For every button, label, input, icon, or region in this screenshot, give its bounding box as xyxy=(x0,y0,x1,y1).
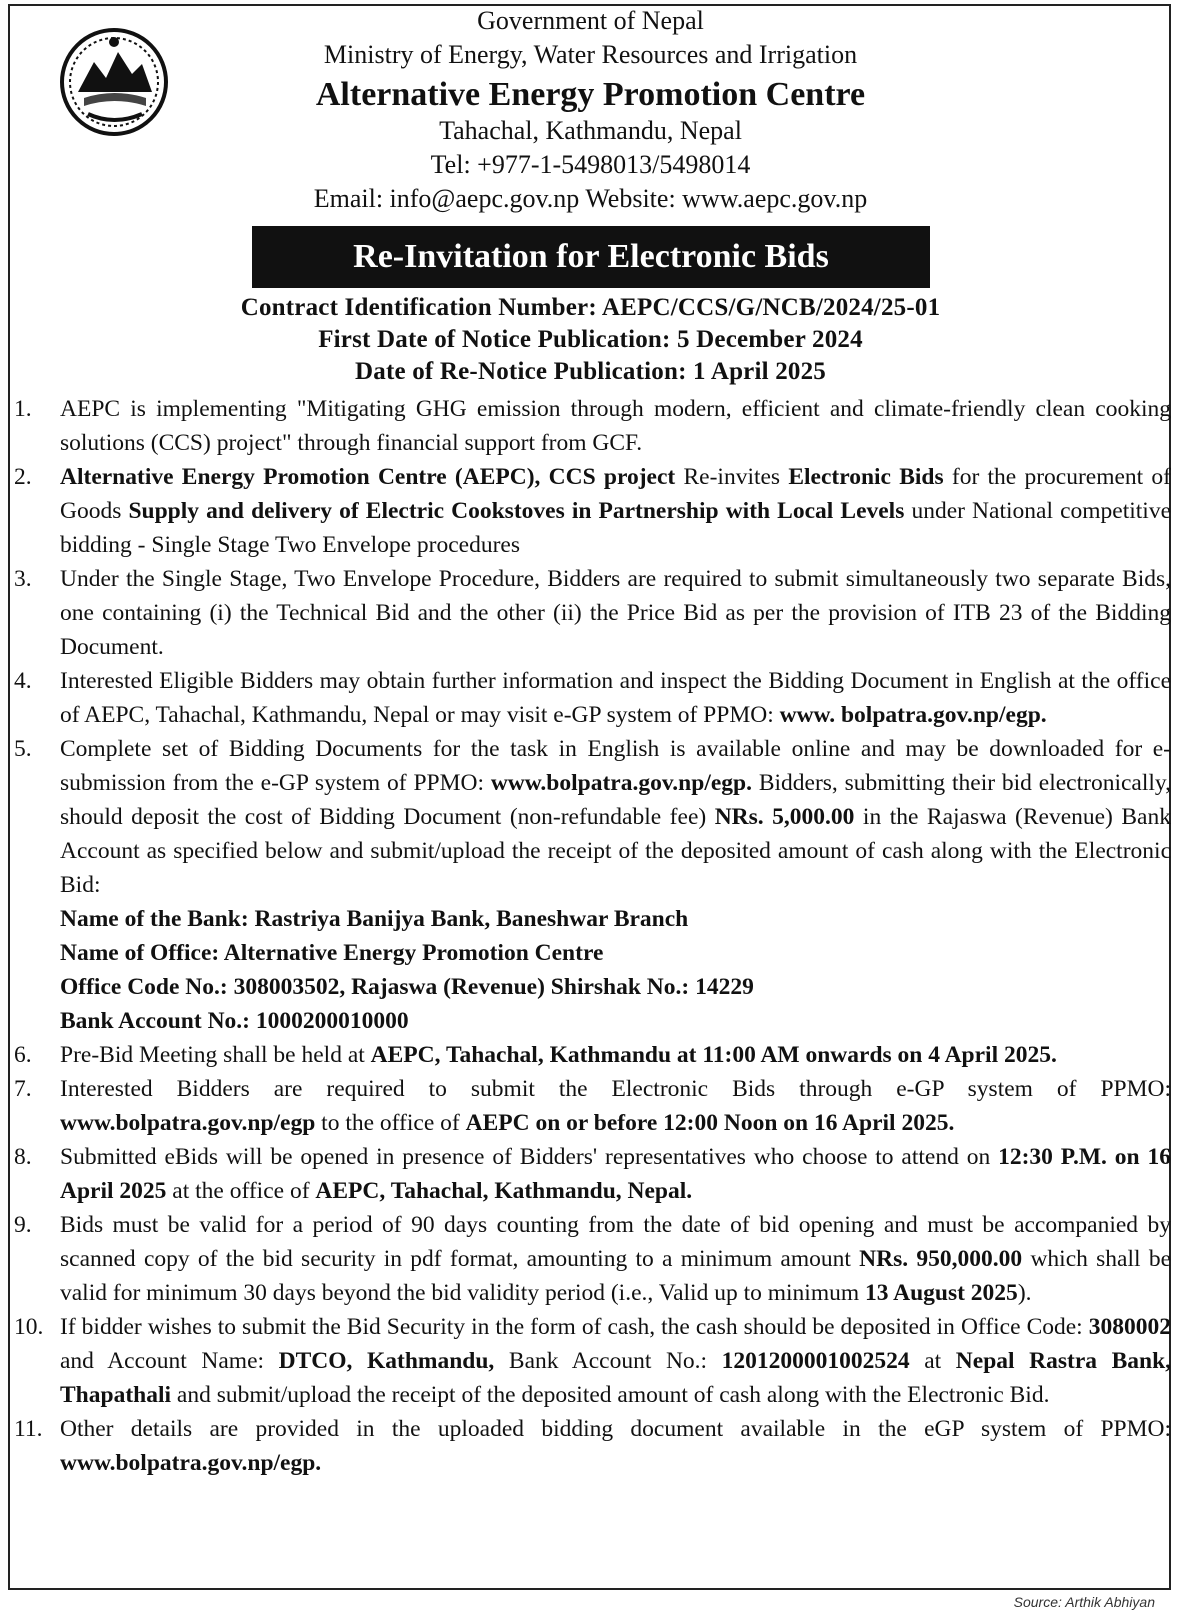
item-text: Bidders, submitting their bid electronically, should deposit the cost of Bidding Document (non-refundable fee) xyxy=(60,770,1171,830)
organization-name: Alternative Energy Promotion Centre xyxy=(315,76,866,113)
item-text-bold: 3080002 xyxy=(1088,1314,1171,1340)
item-text-bold: 1201200001002524 xyxy=(721,1348,910,1374)
notice-title: Re-Invitation for Electronic Bids xyxy=(252,226,930,288)
government-name: Government of Nepal xyxy=(477,6,704,35)
item-text-bold: Alternative Energy Promotion Centre (AEPC), CCS project xyxy=(60,464,676,490)
item-text-bold: AEPC, Tahachal, Kathmandu, Nepal. xyxy=(315,1178,693,1204)
item-text: Bids must be valid for a period of 90 days counting from the date of bid opening and must be accompanied by scanned copy of the bid security in pdf format, amounting to a minimum amount xyxy=(60,1212,1171,1272)
item-text-bold: AEPC, Tahachal, Kathmandu at 11:00 AM onwards on 4 April 2025. xyxy=(370,1042,1057,1068)
item-text: under National competitive bidding - Single Stage Two Envelope procedures xyxy=(60,498,1172,558)
item-text: in the Rajaswa (Revenue) Bank Account as specified below and submit/upload the receipt of the deposited amount of cash along with the Electronic Bid: xyxy=(60,804,1171,898)
item-link-text: www.bolpatra.gov.np/egp. xyxy=(490,770,752,796)
item-text: ). xyxy=(1017,1280,1032,1306)
item-text: Pre-Bid Meeting shall be held at xyxy=(60,1042,371,1068)
item-text: If bidder wishes to submit the Bid Security in the form of cash, the cash should be deposited in Office Code: xyxy=(60,1314,1089,1340)
ministry-name: Ministry of Energy, Water Resources and Irrigation xyxy=(323,40,858,69)
item-number: 9. xyxy=(14,1212,32,1238)
renotice-publication-date: Date of Re-Notice Publication: 1 April 2025 xyxy=(354,358,827,385)
item-number: 11. xyxy=(14,1416,43,1442)
item-text-bold: NRs. 5,000.00 xyxy=(714,804,855,830)
item-text: at xyxy=(909,1348,956,1374)
item-text: Complete set of Bidding Documents for the task in English is available online and may be downloaded for e-submission from the e-GP system of PPMO: xyxy=(60,736,1171,796)
item-number: 6. xyxy=(14,1042,32,1068)
item-number: 5. xyxy=(14,736,32,762)
item-number: 2. xyxy=(14,464,32,490)
item-text-bold: NRs. 950,000.00 xyxy=(859,1246,1023,1272)
notice-items xyxy=(0,392,1181,1480)
source-credit: Source: Arthik Abhiyan xyxy=(1013,1594,1155,1610)
item-text: Interested Eligible Bidders may obtain further information and inspect the Bidding Document in English at the office of AEPC, Tahachal, Kathmandu, Nepal or may visit e-GP system of PPMO: xyxy=(60,668,1171,728)
item-text: and Account Name: xyxy=(60,1348,279,1374)
item-text-bold: AEPC on or before 12:00 Noon on 16 April 2025. xyxy=(465,1110,955,1136)
list-item xyxy=(0,1412,1181,1480)
item-number: 7. xyxy=(14,1076,32,1102)
item-number: 10. xyxy=(14,1314,44,1340)
list-item xyxy=(0,1140,1181,1208)
list-item xyxy=(0,1038,1181,1072)
item-text: which shall be valid for minimum 30 days beyond the bid validity period (i.e., Valid up to minimum xyxy=(60,1246,1171,1306)
item-text: and submit/upload the receipt of the deposited amount of cash along with the Electronic Bid. xyxy=(171,1382,1050,1408)
item-number: 4. xyxy=(14,668,32,694)
item-text: Other details are provided in the uploaded bidding document available in the eGP system of PPMO: xyxy=(60,1416,1171,1442)
organization-address: Tahachal, Kathmandu, Nepal xyxy=(439,116,742,145)
item-text-bold: Supply and delivery of Electric Cookstoves in Partnership with Local Levels xyxy=(128,498,905,524)
list-item xyxy=(0,460,1181,562)
list-item xyxy=(0,1310,1181,1412)
item-link-text: www.bolpatra.gov.np/egp. xyxy=(60,1450,322,1476)
list-item xyxy=(0,732,1181,1038)
list-item xyxy=(0,1208,1181,1310)
organization-email-website: Email: info@aepc.gov.np Website: www.aepc.gov.np xyxy=(313,184,868,213)
first-publication-date: First Date of Notice Publication: 5 December 2024 xyxy=(318,326,863,353)
organization-phone: Tel: +977-1-5498013/5498014 xyxy=(430,150,751,179)
item-text: Submitted eBids will be opened in presence of Bidders' representatives who choose to attend on xyxy=(60,1144,999,1170)
list-item xyxy=(0,562,1181,664)
item-text-bold: Electronic Bids xyxy=(788,464,944,490)
item-text: to the office of xyxy=(315,1110,466,1136)
bank-name: Name of the Bank: Rastriya Banijya Bank, Baneshwar Branch xyxy=(60,906,689,932)
item-text-bold: DTCO, Kathmandu, xyxy=(278,1348,495,1374)
item-text: AEPC is implementing "Mitigating GHG emission through modern, efficient and climate-friendly clean cooking solutions (CCS) project" through financial support from GCF. xyxy=(60,396,1171,456)
list-item xyxy=(0,1072,1181,1140)
item-number: 3. xyxy=(14,566,32,592)
item-number: 8. xyxy=(14,1144,32,1170)
list-item xyxy=(0,664,1181,732)
item-text: for the procurement of Goods xyxy=(60,464,1172,524)
item-text: Interested Bidders are required to submit the Electronic Bids through e-GP system of PPMO: xyxy=(60,1076,1171,1102)
item-number: 1. xyxy=(14,396,32,422)
bank-account: Bank Account No.: 1000200010000 xyxy=(60,1008,409,1034)
item-text-bold: Nepal Rastra Bank, Thapathali xyxy=(60,1348,1172,1408)
item-link-text: www. bolpatra.gov.np/egp. xyxy=(779,702,1047,728)
item-text-bold: 12:30 P.M. on 16 April 2025 xyxy=(60,1144,1171,1204)
item-text-bold: 13 August 2025 xyxy=(865,1280,1018,1306)
list-item xyxy=(0,392,1181,460)
item-text: Bank Account No.: xyxy=(494,1348,722,1374)
contract-id: Contract Identification Number: AEPC/CCS/G/NCB/2024/25-01 xyxy=(240,294,941,321)
office-code: Office Code No.: 308003502, Rajaswa (Revenue) Shirshak No.: 14229 xyxy=(60,974,754,1000)
item-text: Re-invites xyxy=(675,464,789,490)
item-link-text: www.bolpatra.gov.np/egp xyxy=(60,1110,316,1136)
item-text: Under the Single Stage, Two Envelope Procedure, Bidders are required to submit simultaneously two separate Bids, one containing (i) the Technical Bid and the other (ii) the Price Bid as per the provision of ITB 23 of the Bidding Document. xyxy=(60,566,1171,660)
office-name: Name of Office: Alternative Energy Promotion Centre xyxy=(60,940,604,966)
item-text: at the office of xyxy=(166,1178,316,1204)
